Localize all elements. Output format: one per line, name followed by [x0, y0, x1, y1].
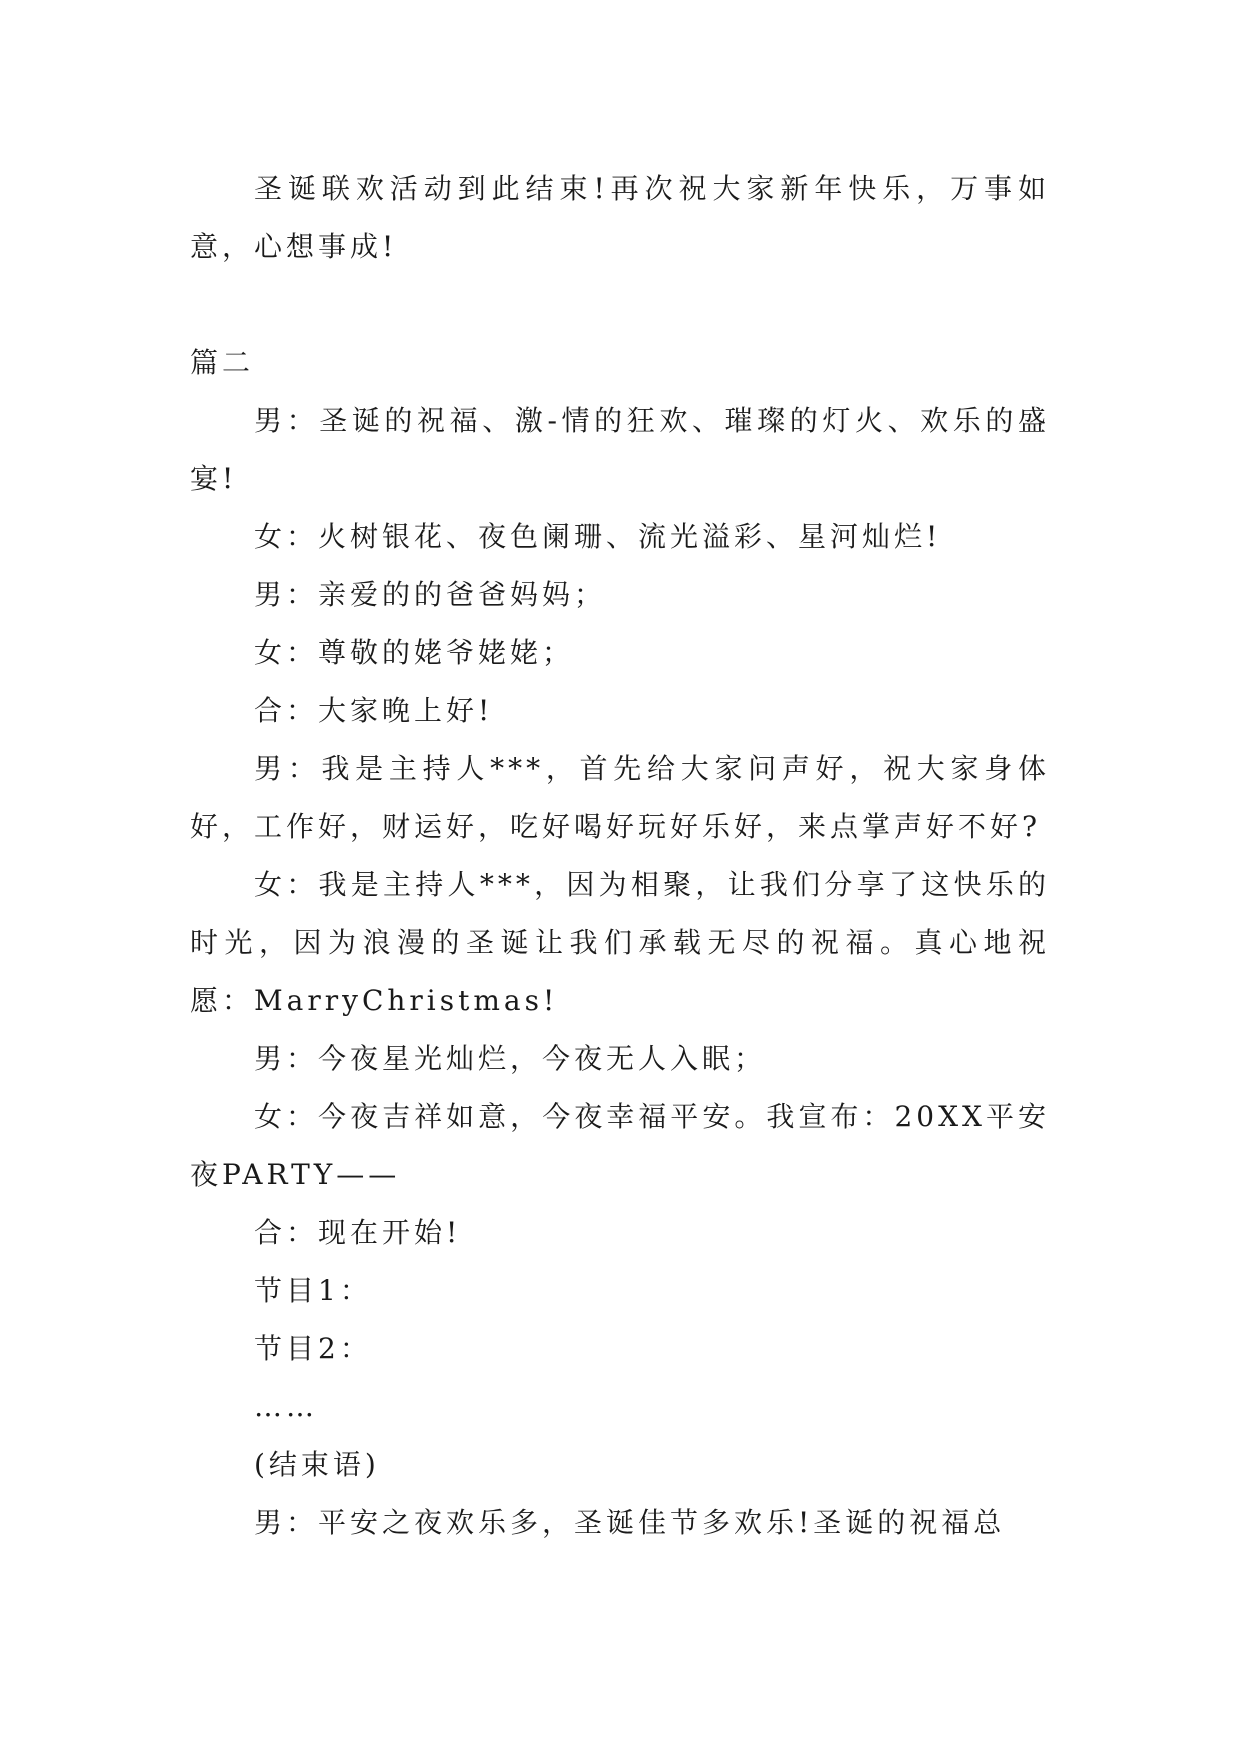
- paragraph-9: 女：今夜吉祥如意，今夜幸福平安。我宣布：20XX平安夜PARTY——: [190, 1100, 1050, 1191]
- paragraph-4: 女：尊敬的姥爷姥姥；: [254, 636, 575, 669]
- paragraph-5: 合：大家晚上好!: [254, 694, 494, 727]
- paragraph-11: 节目1：: [254, 1274, 372, 1307]
- document-body: [190, 160, 1050, 1552]
- paragraph-15: 男：平安之夜欢乐多，圣诞佳节多欢乐!圣诞的祝福总: [254, 1506, 1006, 1539]
- paragraph-10: 合：现在开始!: [254, 1216, 462, 1249]
- paragraph-6: 男：我是主持人***，首先给大家问声好，祝大家身体好，工作好，财运好，吃好喝好玩好乐好，来点掌声好不好?: [190, 752, 1050, 843]
- paragraph-8: 男：今夜星光灿烂，今夜无人入眠；: [254, 1042, 767, 1075]
- paragraph-1: 男：圣诞的祝福、激-情的狂欢、璀璨的灯火、欢乐的盛宴!: [190, 404, 1050, 495]
- section-title: 篇二: [190, 346, 255, 379]
- closing-paragraph: 圣诞联欢活动到此结束!再次祝大家新年快乐，万事如意，心想事成!: [190, 172, 1050, 263]
- paragraph-12: 节目2：: [254, 1332, 372, 1365]
- paragraph-2: 女：火树银花、夜色阑珊、流光溢彩、星河灿烂!: [254, 520, 942, 553]
- paragraph-3: 男：亲爱的的爸爸妈妈；: [254, 578, 607, 611]
- paragraph-14: (结束语): [254, 1448, 380, 1481]
- paragraph-7: 女：我是主持人***，因为相聚，让我们分享了这快乐的时光，因为浪漫的圣诞让我们承载无尽的祝福。真心地祝愿：MarryChristmas!: [190, 868, 1050, 1017]
- paragraph-13: ……: [254, 1390, 318, 1423]
